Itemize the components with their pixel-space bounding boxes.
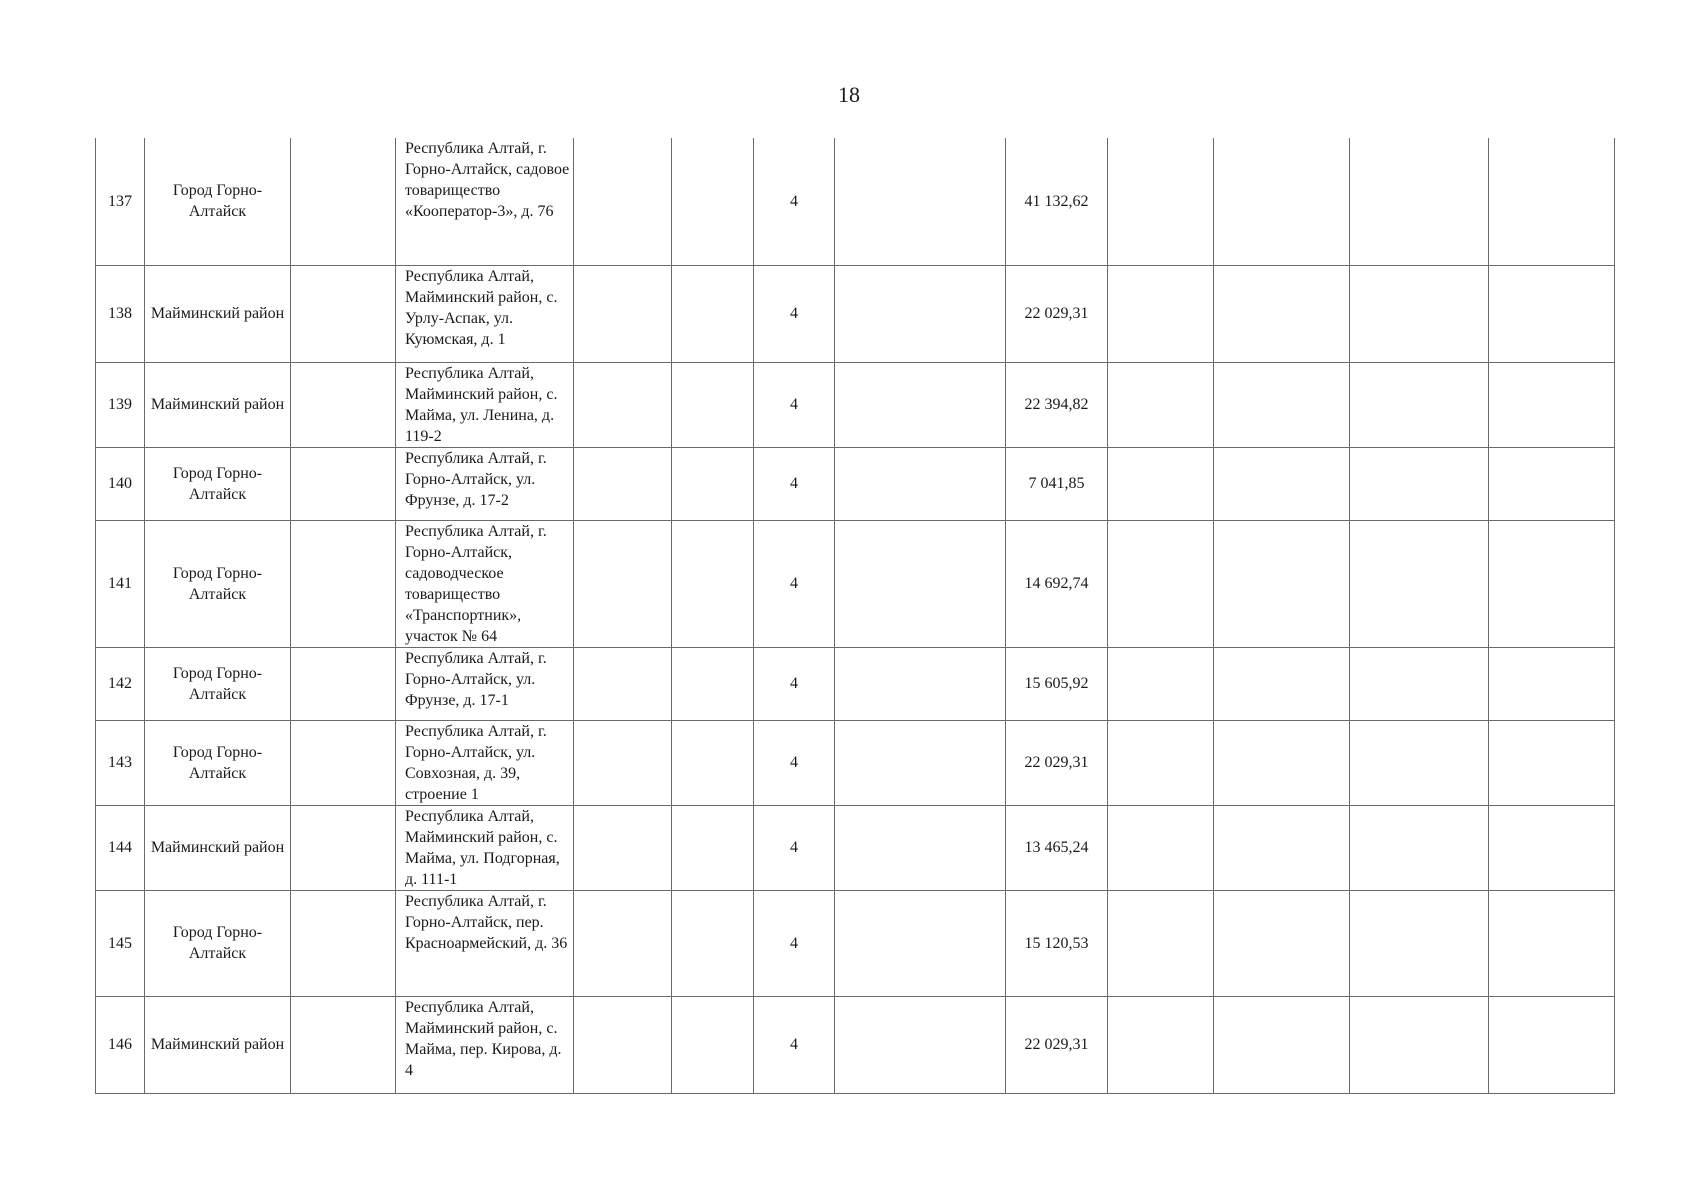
- table-row: [96, 265, 1615, 362]
- empty-cell: [672, 520, 754, 647]
- row-number-cell: 142: [96, 647, 145, 720]
- empty-cell: [1108, 138, 1214, 265]
- empty-cell: [672, 647, 754, 720]
- amount-cell: 22 029,31: [1006, 265, 1108, 362]
- amount-cell: 22 029,31: [1006, 996, 1108, 1093]
- empty-cell: [574, 447, 672, 520]
- municipality-cell: Город Горно-Алтайск: [145, 520, 291, 647]
- empty-cell: [291, 647, 396, 720]
- address-cell: Республика Алтай, г. Горно-Алтайск, ул. Совхозная, д. 39, строение 1: [396, 720, 574, 805]
- empty-cell: [1489, 265, 1615, 362]
- empty-cell: [1214, 647, 1350, 720]
- address-cell: Республика Алтай, г. Горно-Алтайск, ул. Фрунзе, д. 17-1: [396, 647, 574, 720]
- empty-cell: [1489, 520, 1615, 647]
- empty-cell: [291, 996, 396, 1093]
- municipality-cell: Майминский район: [145, 996, 291, 1093]
- empty-cell: [574, 362, 672, 447]
- empty-cell: [1214, 265, 1350, 362]
- empty-cell: [574, 996, 672, 1093]
- address-cell: Республика Алтай, г. Горно-Алтайск, ул. Фрунзе, д. 17-2: [396, 447, 574, 520]
- row-number-cell: 140: [96, 447, 145, 520]
- empty-cell: [1489, 138, 1615, 265]
- empty-cell: [1214, 805, 1350, 890]
- category-cell: 4: [754, 362, 835, 447]
- empty-cell: [1350, 890, 1489, 996]
- empty-cell: [574, 520, 672, 647]
- municipality-cell: Город Горно-Алтайск: [145, 447, 291, 520]
- amount-cell: 7 041,85: [1006, 447, 1108, 520]
- amount-cell: 41 132,62: [1006, 138, 1108, 265]
- row-number-cell: 144: [96, 805, 145, 890]
- category-cell: 4: [754, 890, 835, 996]
- empty-cell: [291, 520, 396, 647]
- table-row: [96, 805, 1615, 890]
- row-number-cell: 138: [96, 265, 145, 362]
- address-cell: Республика Алтай, Майминский район, с. Майма, ул. Подгорная, д. 111-1: [396, 805, 574, 890]
- property-table-grid: [95, 138, 1615, 1094]
- empty-cell: [1214, 996, 1350, 1093]
- category-cell: 4: [754, 996, 835, 1093]
- empty-cell: [1108, 520, 1214, 647]
- empty-cell: [672, 447, 754, 520]
- table-row: [96, 647, 1615, 720]
- municipality-cell: Майминский район: [145, 362, 291, 447]
- empty-cell: [1108, 720, 1214, 805]
- empty-cell: [672, 805, 754, 890]
- address-cell: Республика Алтай, г. Горно-Алтайск, садовое товарищество «Кооператор-3», д. 76: [396, 138, 574, 265]
- empty-cell: [835, 265, 1006, 362]
- empty-cell: [1108, 996, 1214, 1093]
- empty-cell: [1350, 138, 1489, 265]
- empty-cell: [574, 138, 672, 265]
- empty-cell: [1108, 805, 1214, 890]
- empty-cell: [672, 996, 754, 1093]
- empty-cell: [1108, 362, 1214, 447]
- empty-cell: [1214, 520, 1350, 647]
- empty-cell: [672, 890, 754, 996]
- table-row: [96, 890, 1615, 996]
- empty-cell: [672, 265, 754, 362]
- empty-cell: [1350, 362, 1489, 447]
- row-number-cell: 139: [96, 362, 145, 447]
- empty-cell: [1489, 647, 1615, 720]
- category-cell: 4: [754, 805, 835, 890]
- empty-cell: [574, 720, 672, 805]
- table-row: [96, 447, 1615, 520]
- empty-cell: [1489, 890, 1615, 996]
- row-number-cell: 137: [96, 138, 145, 265]
- address-cell: Республика Алтай, г. Горно-Алтайск, пер. Красноармейский, д. 36: [396, 890, 574, 996]
- empty-cell: [1489, 720, 1615, 805]
- empty-cell: [1489, 447, 1615, 520]
- empty-cell: [1350, 805, 1489, 890]
- empty-cell: [835, 138, 1006, 265]
- category-cell: 4: [754, 447, 835, 520]
- empty-cell: [1214, 447, 1350, 520]
- property-table: [95, 138, 1614, 1094]
- empty-cell: [1350, 996, 1489, 1093]
- table-row: [96, 720, 1615, 805]
- municipality-cell: Майминский район: [145, 805, 291, 890]
- empty-cell: [574, 647, 672, 720]
- municipality-cell: Майминский район: [145, 265, 291, 362]
- empty-cell: [574, 890, 672, 996]
- category-cell: 4: [754, 520, 835, 647]
- empty-cell: [1350, 520, 1489, 647]
- empty-cell: [835, 996, 1006, 1093]
- empty-cell: [1108, 265, 1214, 362]
- amount-cell: 14 692,74: [1006, 520, 1108, 647]
- category-cell: 4: [754, 265, 835, 362]
- address-cell: Республика Алтай, Майминский район, с. Майма, ул. Ленина, д. 119-2: [396, 362, 574, 447]
- empty-cell: [1108, 647, 1214, 720]
- municipality-cell: Город Горно-Алтайск: [145, 138, 291, 265]
- empty-cell: [1108, 890, 1214, 996]
- empty-cell: [835, 720, 1006, 805]
- empty-cell: [672, 362, 754, 447]
- empty-cell: [291, 447, 396, 520]
- empty-cell: [1350, 720, 1489, 805]
- empty-cell: [574, 265, 672, 362]
- table-row: [96, 362, 1615, 447]
- amount-cell: 13 465,24: [1006, 805, 1108, 890]
- empty-cell: [1214, 138, 1350, 265]
- empty-cell: [672, 138, 754, 265]
- empty-cell: [1214, 720, 1350, 805]
- empty-cell: [1214, 362, 1350, 447]
- municipality-cell: Город Горно-Алтайск: [145, 890, 291, 996]
- empty-cell: [291, 890, 396, 996]
- row-number-cell: 145: [96, 890, 145, 996]
- empty-cell: [291, 362, 396, 447]
- empty-cell: [672, 720, 754, 805]
- empty-cell: [835, 805, 1006, 890]
- empty-cell: [835, 647, 1006, 720]
- empty-cell: [835, 520, 1006, 647]
- empty-cell: [1214, 890, 1350, 996]
- empty-cell: [291, 720, 396, 805]
- address-cell: Республика Алтай, Майминский район, с. Майма, пер. Кирова, д. 4: [396, 996, 574, 1093]
- amount-cell: 22 029,31: [1006, 720, 1108, 805]
- empty-cell: [1489, 362, 1615, 447]
- empty-cell: [1489, 996, 1615, 1093]
- municipality-cell: Город Горно-Алтайск: [145, 720, 291, 805]
- empty-cell: [1489, 805, 1615, 890]
- category-cell: 4: [754, 647, 835, 720]
- amount-cell: 15 120,53: [1006, 890, 1108, 996]
- empty-cell: [574, 805, 672, 890]
- row-number-cell: 146: [96, 996, 145, 1093]
- address-cell: Республика Алтай, Майминский район, с. Урлу-Аспак, ул. Куюмская, д. 1: [396, 265, 574, 362]
- empty-cell: [835, 447, 1006, 520]
- table-row: [96, 520, 1615, 647]
- empty-cell: [1350, 265, 1489, 362]
- address-cell: Республика Алтай, г. Горно-Алтайск, садоводческое товарищество «Транспортник», участок № 64: [396, 520, 574, 647]
- row-number-cell: 143: [96, 720, 145, 805]
- municipality-cell: Город Горно-Алтайск: [145, 647, 291, 720]
- category-cell: 4: [754, 720, 835, 805]
- empty-cell: [1350, 447, 1489, 520]
- empty-cell: [291, 805, 396, 890]
- category-cell: 4: [754, 138, 835, 265]
- empty-cell: [1350, 647, 1489, 720]
- empty-cell: [835, 890, 1006, 996]
- page-number: 18: [838, 82, 860, 107]
- empty-cell: [835, 362, 1006, 447]
- empty-cell: [291, 265, 396, 362]
- table-row: [96, 138, 1615, 265]
- empty-cell: [291, 138, 396, 265]
- empty-cell: [1108, 447, 1214, 520]
- table-row: [96, 996, 1615, 1093]
- row-number-cell: 141: [96, 520, 145, 647]
- amount-cell: 15 605,92: [1006, 647, 1108, 720]
- amount-cell: 22 394,82: [1006, 362, 1108, 447]
